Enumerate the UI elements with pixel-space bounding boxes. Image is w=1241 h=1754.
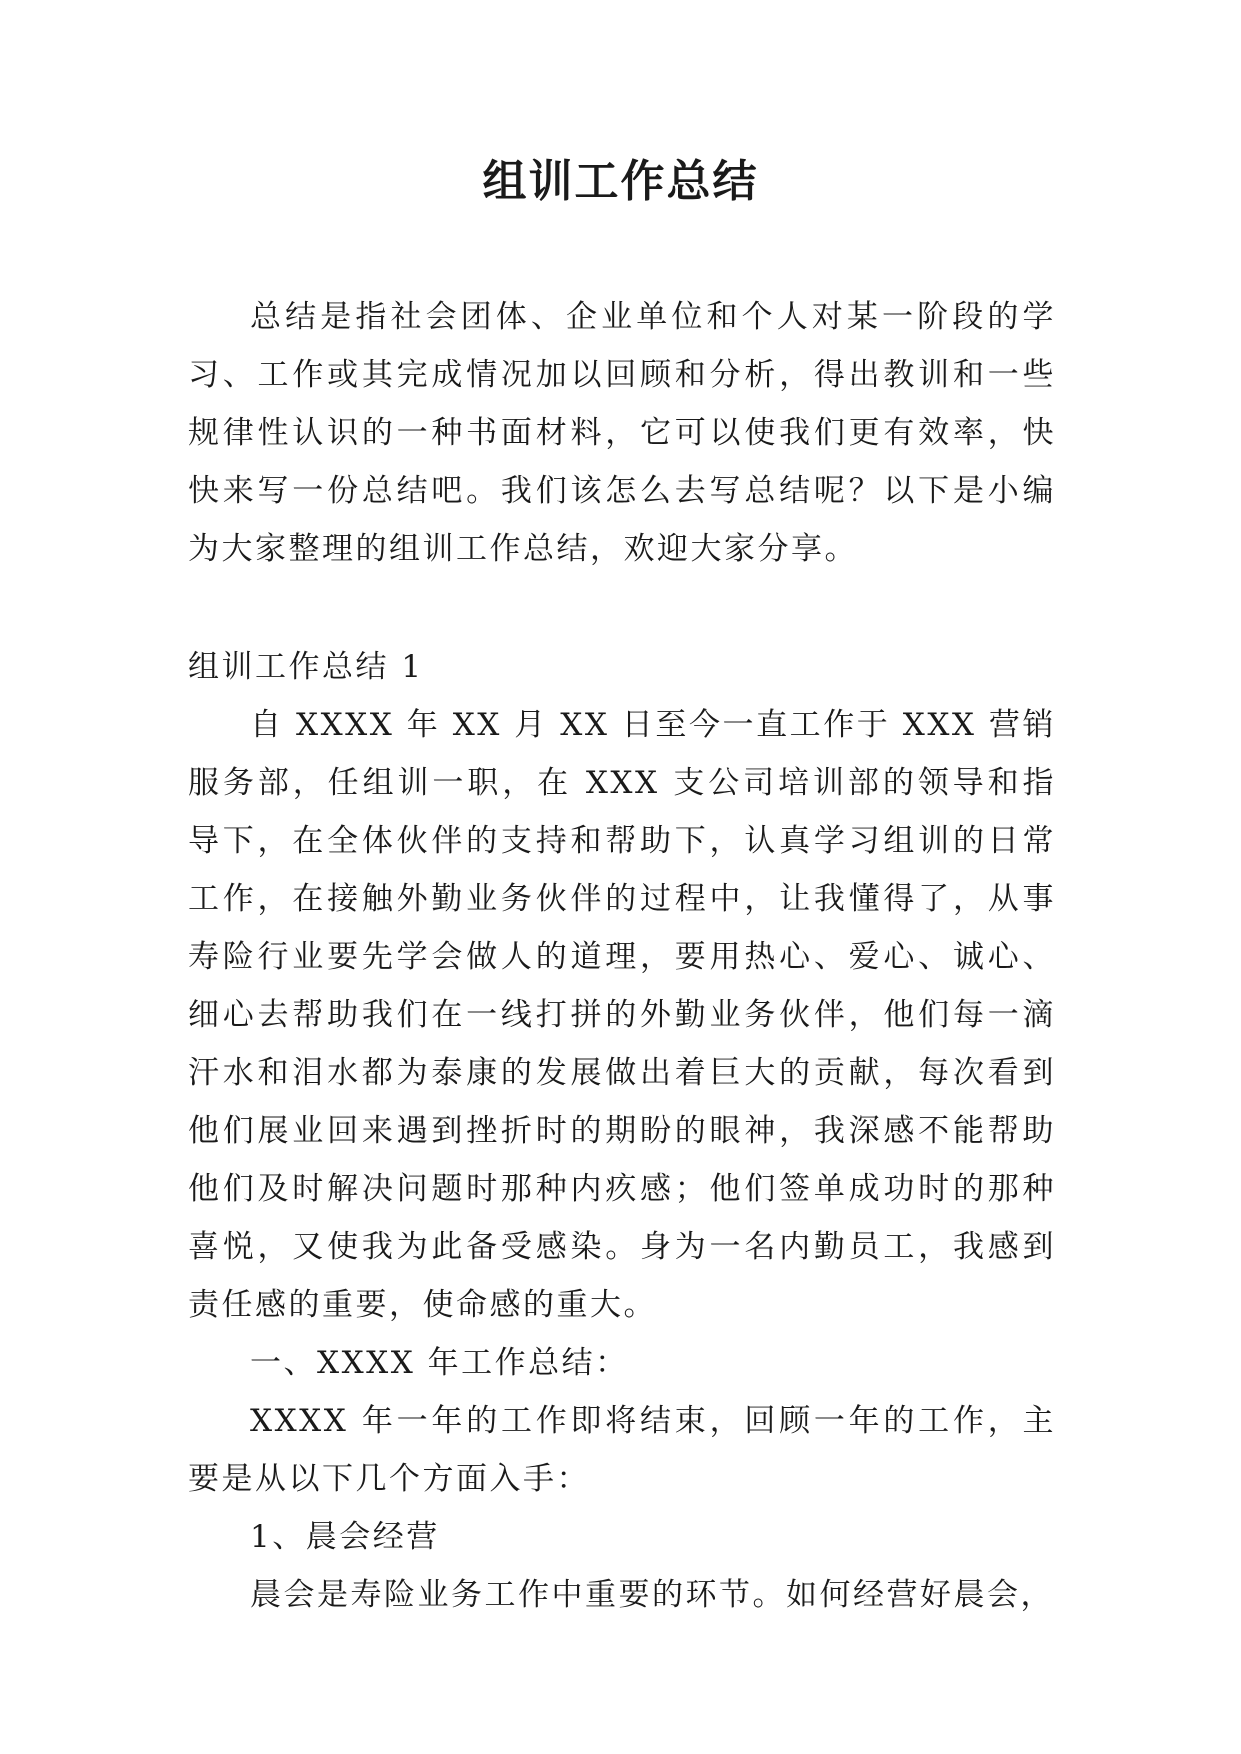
document-body	[188, 288, 1056, 1624]
list-item-heading: 1、晨会经营	[250, 1519, 440, 1555]
subsection-heading: 一、XXXX 年工作总结：	[250, 1345, 629, 1381]
intro-paragraph: 总结是指社会团体、企业单位和个人对某一阶段的学习、工作或其完成情况加以回顾和分析，得出教训和一些规律性认识的一种书面材料，它可以使我们更有效率，快快来写一份总结吧。我们该怎么去写总结呢？以下是小编为大家整理的组训工作总结，欢迎大家分享。	[188, 299, 1056, 567]
section-heading: 组训工作总结 1	[188, 649, 424, 685]
document-title: 组训工作总结	[482, 156, 759, 207]
body-paragraph: 晨会是寿险业务工作中重要的环节。如何经营好晨会，	[250, 1577, 1054, 1613]
paragraph-gap	[188, 578, 1056, 638]
body-paragraph: 自 XXXX 年 XX 月 XX 日至今一直工作于 XXX 营销服务部，任组训一职，在 XXX 支公司培训部的领导和指导下，在全体伙伴的支持和帮助下，认真学习组训的日常工作，在接触外勤业务伙伴的过程中，让我懂得了，从事寿险行业要先学会做人的道理，要用热心、爱心、诚心、细心去帮助我们在一线打拼的外勤业务伙伴，他们每一滴汗水和泪水都为泰康的发展做出着巨大的贡献，每次看到他们展业回来遇到挫折时的期盼的眼神，我深感不能帮助他们及时解决问题时那种内疚感；他们签单成功时的那种喜悦，又使我为此备受感染。身为一名内勤员工，我感到责任感的重要，使命感的重大。	[188, 707, 1056, 1323]
body-paragraph: XXXX 年一年的工作即将结束，回顾一年的工作，主要是从以下几个方面入手：	[188, 1403, 1056, 1497]
